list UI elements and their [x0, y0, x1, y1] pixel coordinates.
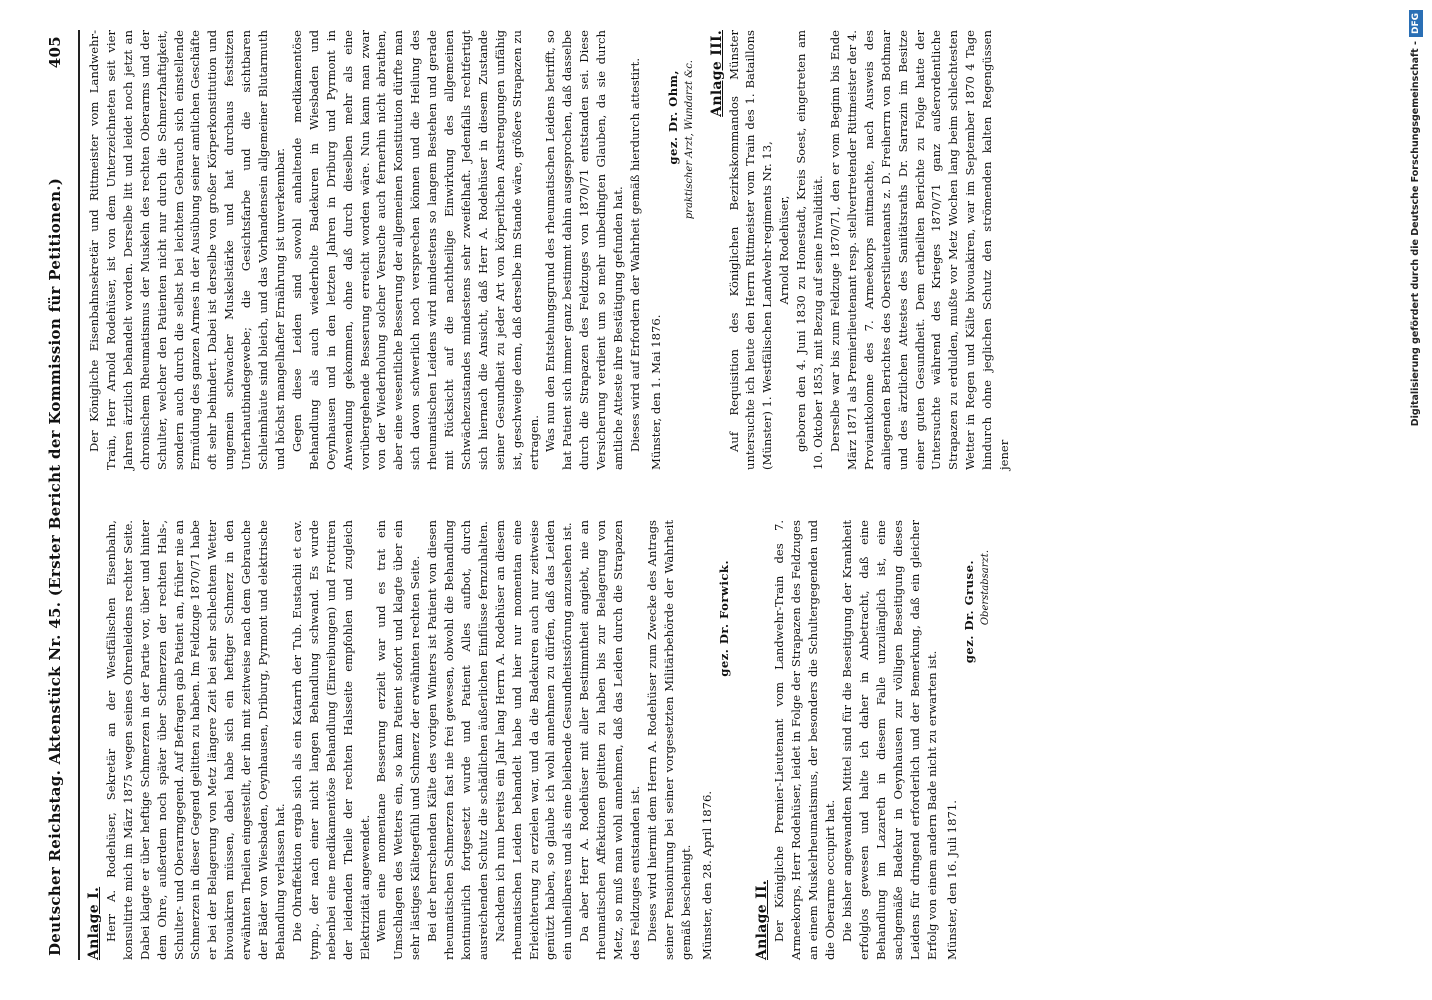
anlage-3-heading: Anlage III. — [708, 30, 725, 117]
anlage-1-paragraph: Da aber Herr A. Rodehüser mit aller Bestimmtheit angiebt, nie an rheumatischen Affektionen gelitten zu haben bis zur Belagerung von Metz, so muß man wohl annehmen, daß das Leiden durch die Strapazen des Feldzuges entstanden ist. — [577, 520, 642, 960]
anlage-2-title: Oberstabsarzt. — [980, 550, 992, 626]
right-column — [86, 30, 1013, 470]
anlage-3-intro: Auf Requisition des Königlichen Bezirkskommandos Münster untersuchte ich heute den Herrn Rittmeister vom Train des 1. Bataillons (Münster) 1. Westfälischen Landwehr-regiments Nr. 13, — [726, 30, 775, 470]
anlage-1-paragraph: Bei der herrschenden Kälte des vorigen Winters ist Patient von diesen rheumatischen Schmerzen fast nie frei gewesen, obwohl die Behandlung kontinuirlich fortgesetzt wurde und Patient Alles aufbot, durch ausreichenden Schutz die schädlichen äußerlichen Einflüsse fernzuhalten. — [425, 520, 490, 960]
header-title: Deutscher Reichstag. Aktenstück Nr. 45. (Erster Bericht der Kommission für Petitionen.) — [46, 177, 64, 956]
signature-text: gez. Dr. Ohm, — [665, 70, 680, 165]
attest-paragraph: Dieses wird auf Erfordern der Wahrheit gemäß hierdurch attestirt. — [628, 57, 642, 452]
signature-text: gez. Dr. Gruse. — [962, 560, 977, 664]
anlage-2-paragraph: Die bisher angewandten Mittel sind für die Beseitigung der Krankheit erfolglos gewesen und halte ich daher in Anbetracht, daß eine Behandlung im Lazareth in diesem Falle unzulänglich ist, eine sachgemäße Badekur in Oeynhausen zur völligen Beseitigung dieses Leidens für dringend erforderlich und der Bemerkung, daß ein gleicher Erfolg von einem andern Bade nicht zu erwarten ist. — [839, 520, 939, 960]
anlage-2-heading: Anlage II. — [754, 880, 771, 960]
dfg-credit — [1408, 10, 1424, 990]
attest-paragraph: Der Königliche Eisenbahnsekretär und Rittmeister vom Landwehr-Train, Herr Arnold Rodehüser, ist von dem Unterzeichneten seit vier Jahren ärztlich behandelt worden. Derselbe litt und leidet noch jetzt an chronischem Rheumatismus der Muskeln des rechten Oberarms und der Schulter, welcher den Patienten nicht nur durch die Schmerzhaftigkeit, sondern auch durch die selbst bei leichtem Gebrauch sich einstellende Ermüdung des ganzen Armes in der Ausübung seiner amtlichen Geschäfte oft sehr behindert. Dabei ist derselbe von großer Körperkonstitution und ungemein schwacher Muskelstärke und hat durchaus festsitzen Unterhautbindegewebe; die Gesichtsfarbe und die sichtbaren Schleimhäute sind bleich, und das Vorhandensein allgemeiner Blutarmuth und höchst mangelhafter Ernährung ist unverkennbar. — [87, 30, 287, 470]
signature-text: gez. Dr. Forwick. — [716, 560, 731, 677]
anlage-1-paragraph: Herr A. Rodehüser, Sekretär an der Westfälischen Eisenbahn, konsultirte mich im März 1875 wegen seines Ohrenleidens rechter Seite. Dabei klagte er über heftige Schmerzen in der Partie vor, über und hinter dem Ohre, außerdem noch später über Schmerzen der rechten Hals-, Schulter- und Oberarmgegend. Auf Befragen gab Patient an, früher nie an Schmerzen in dieser Gegend gelitten zu haben. Im Feldzuge 1870/71 habe er bei der Belagerung von Metz längere Zeit bei sehr schlechtem Wetter bivouakiren müssen, dabei habe sich ein heftiger Schmerz in den erwähnten Theilen eingestellt, der ihn mit zeitweise nach dem Gebrauche der Bäder von Wiesbaden, Oeynhausen, Driburg, Pyrmont und elektrische Behandlung verlassen hat. — [103, 520, 287, 960]
anlage-1-date: Münster, den 28. April 1876. — [699, 790, 714, 960]
dfg-logo: DFG — [1409, 10, 1423, 37]
attest-paragraph: Was nun den Entstehungsgrund des rheumatischen Leidens betrifft, so hat Patient sich immer ganz bestimmt dahin ausgesprochen, daß dasselbe durch die Strapazen des Feldzuges von 1870/71 entstanden sei. Diese Versicherung verdient um so mehr unbedingten Glauben, da sie durch amtliche Atteste ihre Bestätigung gefunden hat. — [543, 30, 626, 470]
anlage-3-paragraph: geboren den 4. Juni 1830 zu Honestadt, Kreis Soest, eingetreten am 10. Oktober 1853, mit Bezug auf seine Invalidität. — [794, 30, 826, 470]
anlage-2-date: Münster, den 16. Juli 1871. — [945, 800, 960, 960]
attest-date: Münster, den 1. Mai 1876. — [648, 314, 663, 470]
attest-title: praktischer Arzt, Wundarzt &c. — [683, 60, 695, 220]
anlage-1-paragraph: Wenn eine momentane Besserung erzielt war und es trat ein Umschlagen des Wetters ein, so kam Patient sofort und klagte über ein sehr lästiges Kältegefühl und Schmerz der erwähnten rechten Seite. — [374, 520, 423, 960]
anlage-1-paragraph: Dieses wird hiermit dem Herrn A. Rodehüser zum Zwecke des Antrags seiner Pensionirung bei seiner vorgesetzten Militärbehörde der Wahrheit gemäß bescheinigt. — [644, 520, 693, 960]
page-number: 405 — [46, 36, 64, 69]
anlage-1-paragraph: Nachdem ich nun bereits ein Jahr lang Herrn A. Rodehüser an diesem rheumatischen Leiden behandelt habe und hier nur momentan eine Erleichterung zu erzielen war, und da die Badekuren auch nur zeitweise genützt haben, so glaube ich wohl annehmen zu dürfen, daß das Leiden ein unheilbares und als eine bleibende Gesundheitsstörung anzusehen ist. — [492, 520, 575, 960]
anlage-1-heading: Anlage I. — [86, 886, 102, 960]
page-header — [46, 36, 72, 956]
anlage-1-paragraph: Die Ohraffektion ergab sich als ein Katarrh der Tub. Eustachii et cav. tymp., der nach einer nicht langen Behandlung schwand. Es wurde nebenbei eine medikamentöse Behandlung (Einreibungen) und Frottiren der leidenden Theile der rechten Halsseite empfohlen und zugleich Elektrizität angewendet. — [289, 520, 372, 960]
anlage-3-name: Arnold Rodehüser, — [777, 195, 792, 305]
spacer — [699, 30, 709, 470]
anlage-2-paragraph: Der Königliche Premier-Lieutenant vom Landwehr-Train des 7. Armeekorps, Herr Rodehüser, leidet in Folge der Strapazen des Feldzuges an einem Muskelrheumatismus, der besonders die Schultergegenden und die Oberarme occupirt hat. — [772, 520, 838, 960]
dfg-credit-text — [1408, 10, 1424, 990]
anlage-3-paragraph: Derselbe war bis zum Feldzuge 1870/71, den er vom Beginn bis Ende März 1871 als Premierlieutenant resp. stellvertretender Rittmeister der 4. Proviantkolonne des 7. Armeekorps mitmachte, nach Ausweis des anliegenden Berichtes des Oberstlieutenants z. D. Freiherrn von Bothmar und des ärztlichen Attestes des Sanitätsraths Dr. Sarrazin im Besitze einer guten Gesundheit. Dem ertheilten Berichte zu Folge hatte der Untersuchte während des Krieges 1870/71 ganz außerordentliche Strapazen zu erdulden, mußte vor Metz Wochen lang beim schlechtesten Wetter in Regen und Kälte bivouakiren, war im September 1870 4 Tage hindurch ohne jeglichen Schutz den strömenden kalten Regengüssen jener — [827, 30, 1012, 470]
dfg-text: Digitalisierung gefördert durch die Deutsche Forschungsgemeinschaft - — [1410, 41, 1421, 427]
spacer — [732, 520, 754, 960]
header-rule — [78, 30, 80, 960]
anlage-2-signature — [961, 520, 978, 960]
attest-signature — [665, 30, 682, 470]
attest-paragraph: Gegen diese Leiden sind sowohl anhaltende medikamentöse Behandlung als auch wiederholte Badekuren in Wiesbaden und Oeynhausen und in den letzten Jahren in Driburg und Pyrmont in Anwendung gekommen, ohne daß durch dieselben mehr als eine vorübergehende Besserung erreicht worden wäre. Nun kann man zwar von der Wiederholung solcher Versuche auch fernerhin nicht abrathen, aber eine wesentliche Besserung der allgemeinen Konstitution dürfte man sich davon schwerlich noch versprechen können und die Heilung des rheumatischen Leidens wird mindestens so langem Bestehen und gerade mit Rücksicht auf die nachtheilige Einwirkung des allgemeinen Schwächezustandes mindestens sehr zweifelhaft. Jedenfalls rechtfertigt sich hiernach die Ansicht, daß Herr A. Rodehüser in diesem Zustande seiner Gesundheit zu jeder Art von körperlichen Anstrengungen unfähig ist, geschweige denn, daß derselbe im Stande wäre, größere Strapazen zu ertragen. — [289, 30, 541, 470]
left-column — [86, 520, 995, 960]
anlage-1-signature — [716, 520, 733, 960]
